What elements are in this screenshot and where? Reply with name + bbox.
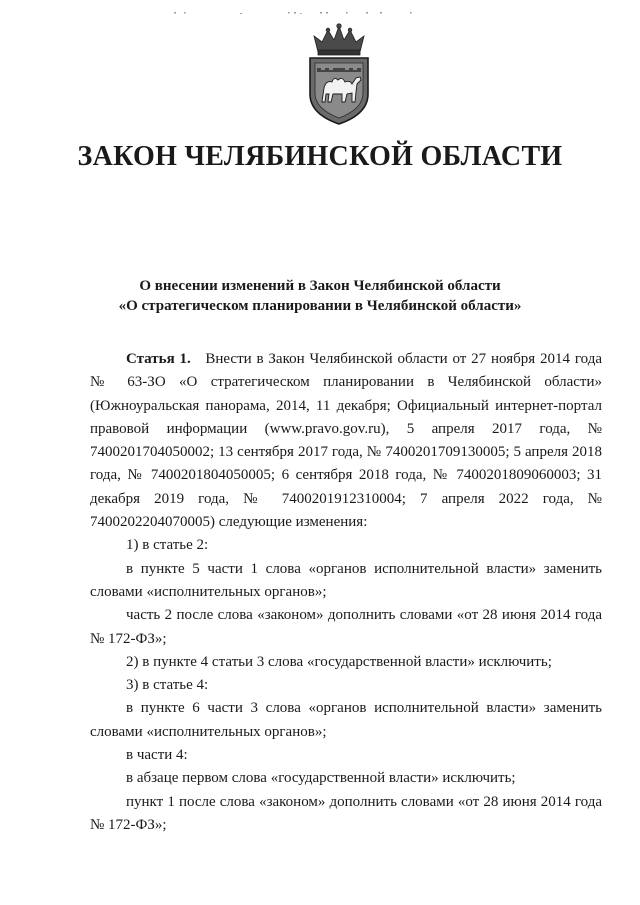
subtitle-line-1: О внесении изменений в Закон Челябинской области bbox=[139, 278, 501, 294]
amendment-item: в пункте 6 части 3 слова «органов исполнительной власти» заменить словами «исполнительных органов»; bbox=[90, 700, 602, 740]
article-1-paragraph bbox=[90, 348, 602, 534]
scan-artifact-line bbox=[170, 4, 420, 12]
amendment-item: в абзаце первом слова «государственной власти» исключить; bbox=[126, 770, 516, 787]
subtitle-line-2: «О стратегическом планировании в Челябинской области» bbox=[118, 298, 522, 314]
law-body bbox=[90, 348, 602, 837]
law-subtitle bbox=[0, 276, 640, 316]
law-title: ЗАКОН ЧЕЛЯБИНСКОЙ ОБЛАСТИ bbox=[77, 141, 563, 172]
amendment-item: пункт 1 после слова «законом» дополнить словами «от 28 июня 2014 года № 172-ФЗ»; bbox=[90, 793, 602, 833]
coat-of-arms-emblem bbox=[300, 22, 378, 128]
article-1-text: Внести в Закон Челябинской области от 27 ноября 2014 года № 63-ЗО «О стратегическом планировании в Челябинской области» (Южноуральская панорама, 2014, 11 декабря; Официальный интернет-портал правовой информации (www.pravo.gov.ru), 5 апреля 2017 года, № 7400201704050002; 13 сентября 2017 года, № 7400201709130005; 5 апреля 2018 года, № 7400201804050005; 6 сентября 2018 года, № 7400201809060003; 31 декабря 2019 года, № 7400201912310004; 7 апреля 2022 года, № 7400202204070005) следующие изменения: bbox=[90, 351, 603, 531]
amendment-item: в пункте 5 части 1 слова «органов исполнительной власти» заменить словами «исполнительных органов»; bbox=[90, 560, 602, 600]
amendment-item: 3) в статье 4: bbox=[126, 677, 209, 694]
amendment-item: в части 4: bbox=[126, 747, 188, 764]
amendment-item: часть 2 после слова «законом» дополнить словами «от 28 июня 2014 года № 172-ФЗ»; bbox=[90, 607, 602, 647]
amendment-item: 1) в статье 2: bbox=[126, 537, 209, 554]
crown-icon bbox=[314, 24, 364, 55]
amendment-item: 2) в пункте 4 статьи 3 слова «государственной власти» исключить; bbox=[126, 653, 552, 670]
article-1-label: Статья 1. bbox=[126, 351, 191, 367]
